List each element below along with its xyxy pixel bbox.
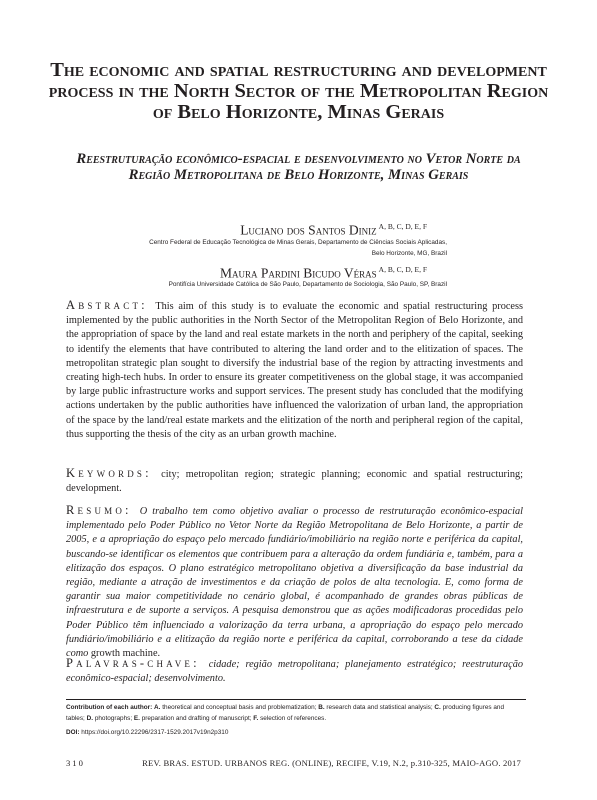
- keywords-label: Keywords:: [66, 466, 152, 480]
- article-title: The economic and spatial restructuring and development process in the North Sector of the Metropolitan Region of Belo Horizonte, Minas Gerais: [48, 59, 549, 123]
- keywords-section: [66, 466, 523, 496]
- contribution-value-e: preparation and drafting of manuscript;: [141, 714, 252, 722]
- contribution-key-d: D.: [86, 714, 94, 722]
- resumo-label: Resumo:: [66, 503, 132, 517]
- doi-link[interactable]: https://doi.org/10.22296/2317-1529.2017v19n2p310: [81, 729, 229, 736]
- resumo-text: O trabalho tem como objetivo avaliar o processo de restruturação econômico-espacial implementado pelo Poder Público no Vetor Norte da Região Metropolitana de Belo Horizonte, a partir de 2005, e a apropriação do espaço pelo mercado fundiário/imobiliário na região norte e periférica da capital, buscando-se identificar os elementos que contribuem para a alteração da ordem fundiária e, também, para a elitização dos espaços. O plano estratégico metropolitano objetiva a diversificação da base industrial da região, mediante a atração de investimentos e da criação de polos de alta tecnologia. E, como forma de garantir sua maior competitividade no cenário global, é acompanhado de grandes obras públicas de infraestrutura e de suporte a serviços. A pesquisa demonstrou que as ações modificadoras procedidas pelo Poder Público têm influenciado a valorização da terra urbana, a apropriação do espaço pelo mercado fundiário/imobiliário e a elitização da região norte e periférica da capital, corroborando a tese da cidade como: [66, 506, 524, 660]
- page-number: 310: [66, 758, 85, 768]
- author-1-affiliation-line-1: Centro Federal de Educação Tecnológica de Minas Gerais, Departamento de Ciências Sociais Aplicadas,: [149, 239, 447, 246]
- contribution-value-c: producing figures and tables;: [66, 704, 505, 722]
- author-2-affiliation-line-1: Pontifícia Universidade Católica de São Paulo, Departamento de Sociologia, São Paulo, SP, Brazil: [168, 281, 447, 288]
- doi-line: [66, 728, 521, 739]
- author-2-name: Maura Pardini Bicudo Véras: [220, 265, 377, 281]
- abstract-text: This aim of this study is to evaluate the economic and spatial restructuring process implemented by the public authorities in the North Sector of the Metropolitan Region of Belo Horizonte, and the appropriation of space by the land and real estate markets in the north and periphery of the capital, seeking to identify the elements that have contributed to altering the land order and to the elitization of spaces. The metropolitan strategic plan sought to diversify the industrial base of the region by attracting investments and creating high-tech hubs. In order to ensure its greater competitiveness on the global stage, it was accompanied by large public infrastructure works and support services. The present study has concluded that the modifying actions undertaken by the public authorities have influenced the valorization of urban land, the appropriation of the space by the land/real estate markets and the elitization of the north and peripheral region of the capital, thus supporting the thesis of the city as an urban growth machine.: [66, 301, 524, 440]
- author-2-affiliation: [67, 279, 447, 290]
- author-1-affiliation-line-2: Belo Horizonte, MG, Brazil: [371, 250, 447, 257]
- author-2-roles: A, B, C, D, E, F: [378, 265, 427, 274]
- contribution-note: [66, 703, 521, 724]
- contribution-value-d: photographs;: [94, 714, 133, 722]
- abstract-section: [66, 298, 523, 442]
- resumo-section: [66, 503, 523, 661]
- contribution-label: Contribution of each author:: [66, 704, 153, 711]
- journal-citation: REV. BRAS. ESTUD. URBANOS REG. (ONLINE), RECIFE, V.19, N.2, p.310-325, MAIO-AGO. 2017: [142, 758, 521, 768]
- palavras-label: Palavras-chave:: [66, 656, 200, 670]
- author-1-roles: A, B, C, D, E, F: [378, 222, 427, 231]
- contribution-key-c: C.: [434, 704, 441, 711]
- resumo-text-tail: growth machine.: [90, 648, 161, 660]
- article-subtitle: Reestruturação econômico-espacial e desenvolvimento no Vetor Norte da Região Metropolitana de Belo Horizonte, Minas Gerais: [76, 151, 521, 183]
- contribution-value-f: selection of references.: [260, 714, 327, 722]
- contribution-key-b: B.: [318, 704, 325, 711]
- author-1-name: Luciano dos Santos Diniz: [240, 222, 377, 238]
- author-1-affiliation: [67, 237, 447, 259]
- footnote-divider: [66, 699, 526, 700]
- abstract-label: Abstract:: [66, 298, 148, 312]
- contribution-key-a: A.: [154, 704, 161, 711]
- doi-label: DOI:: [66, 729, 80, 736]
- contribution-value-a: theoretical and conceptual basis and problematization;: [162, 704, 317, 711]
- contribution-key-f: F.: [253, 714, 259, 722]
- keywords-text: city; metropolitan region; strategic planning; economic and spatial restructuring; development.: [66, 469, 523, 495]
- palavras-text: cidade; região metropolitana; planejamento estratégico; reestruturação econômico-espacial; desenvolvimento.: [66, 659, 523, 685]
- contribution-key-e: E.: [133, 714, 140, 722]
- contribution-value-b: research data and statistical analysis;: [326, 704, 433, 711]
- palavras-section: [66, 656, 523, 686]
